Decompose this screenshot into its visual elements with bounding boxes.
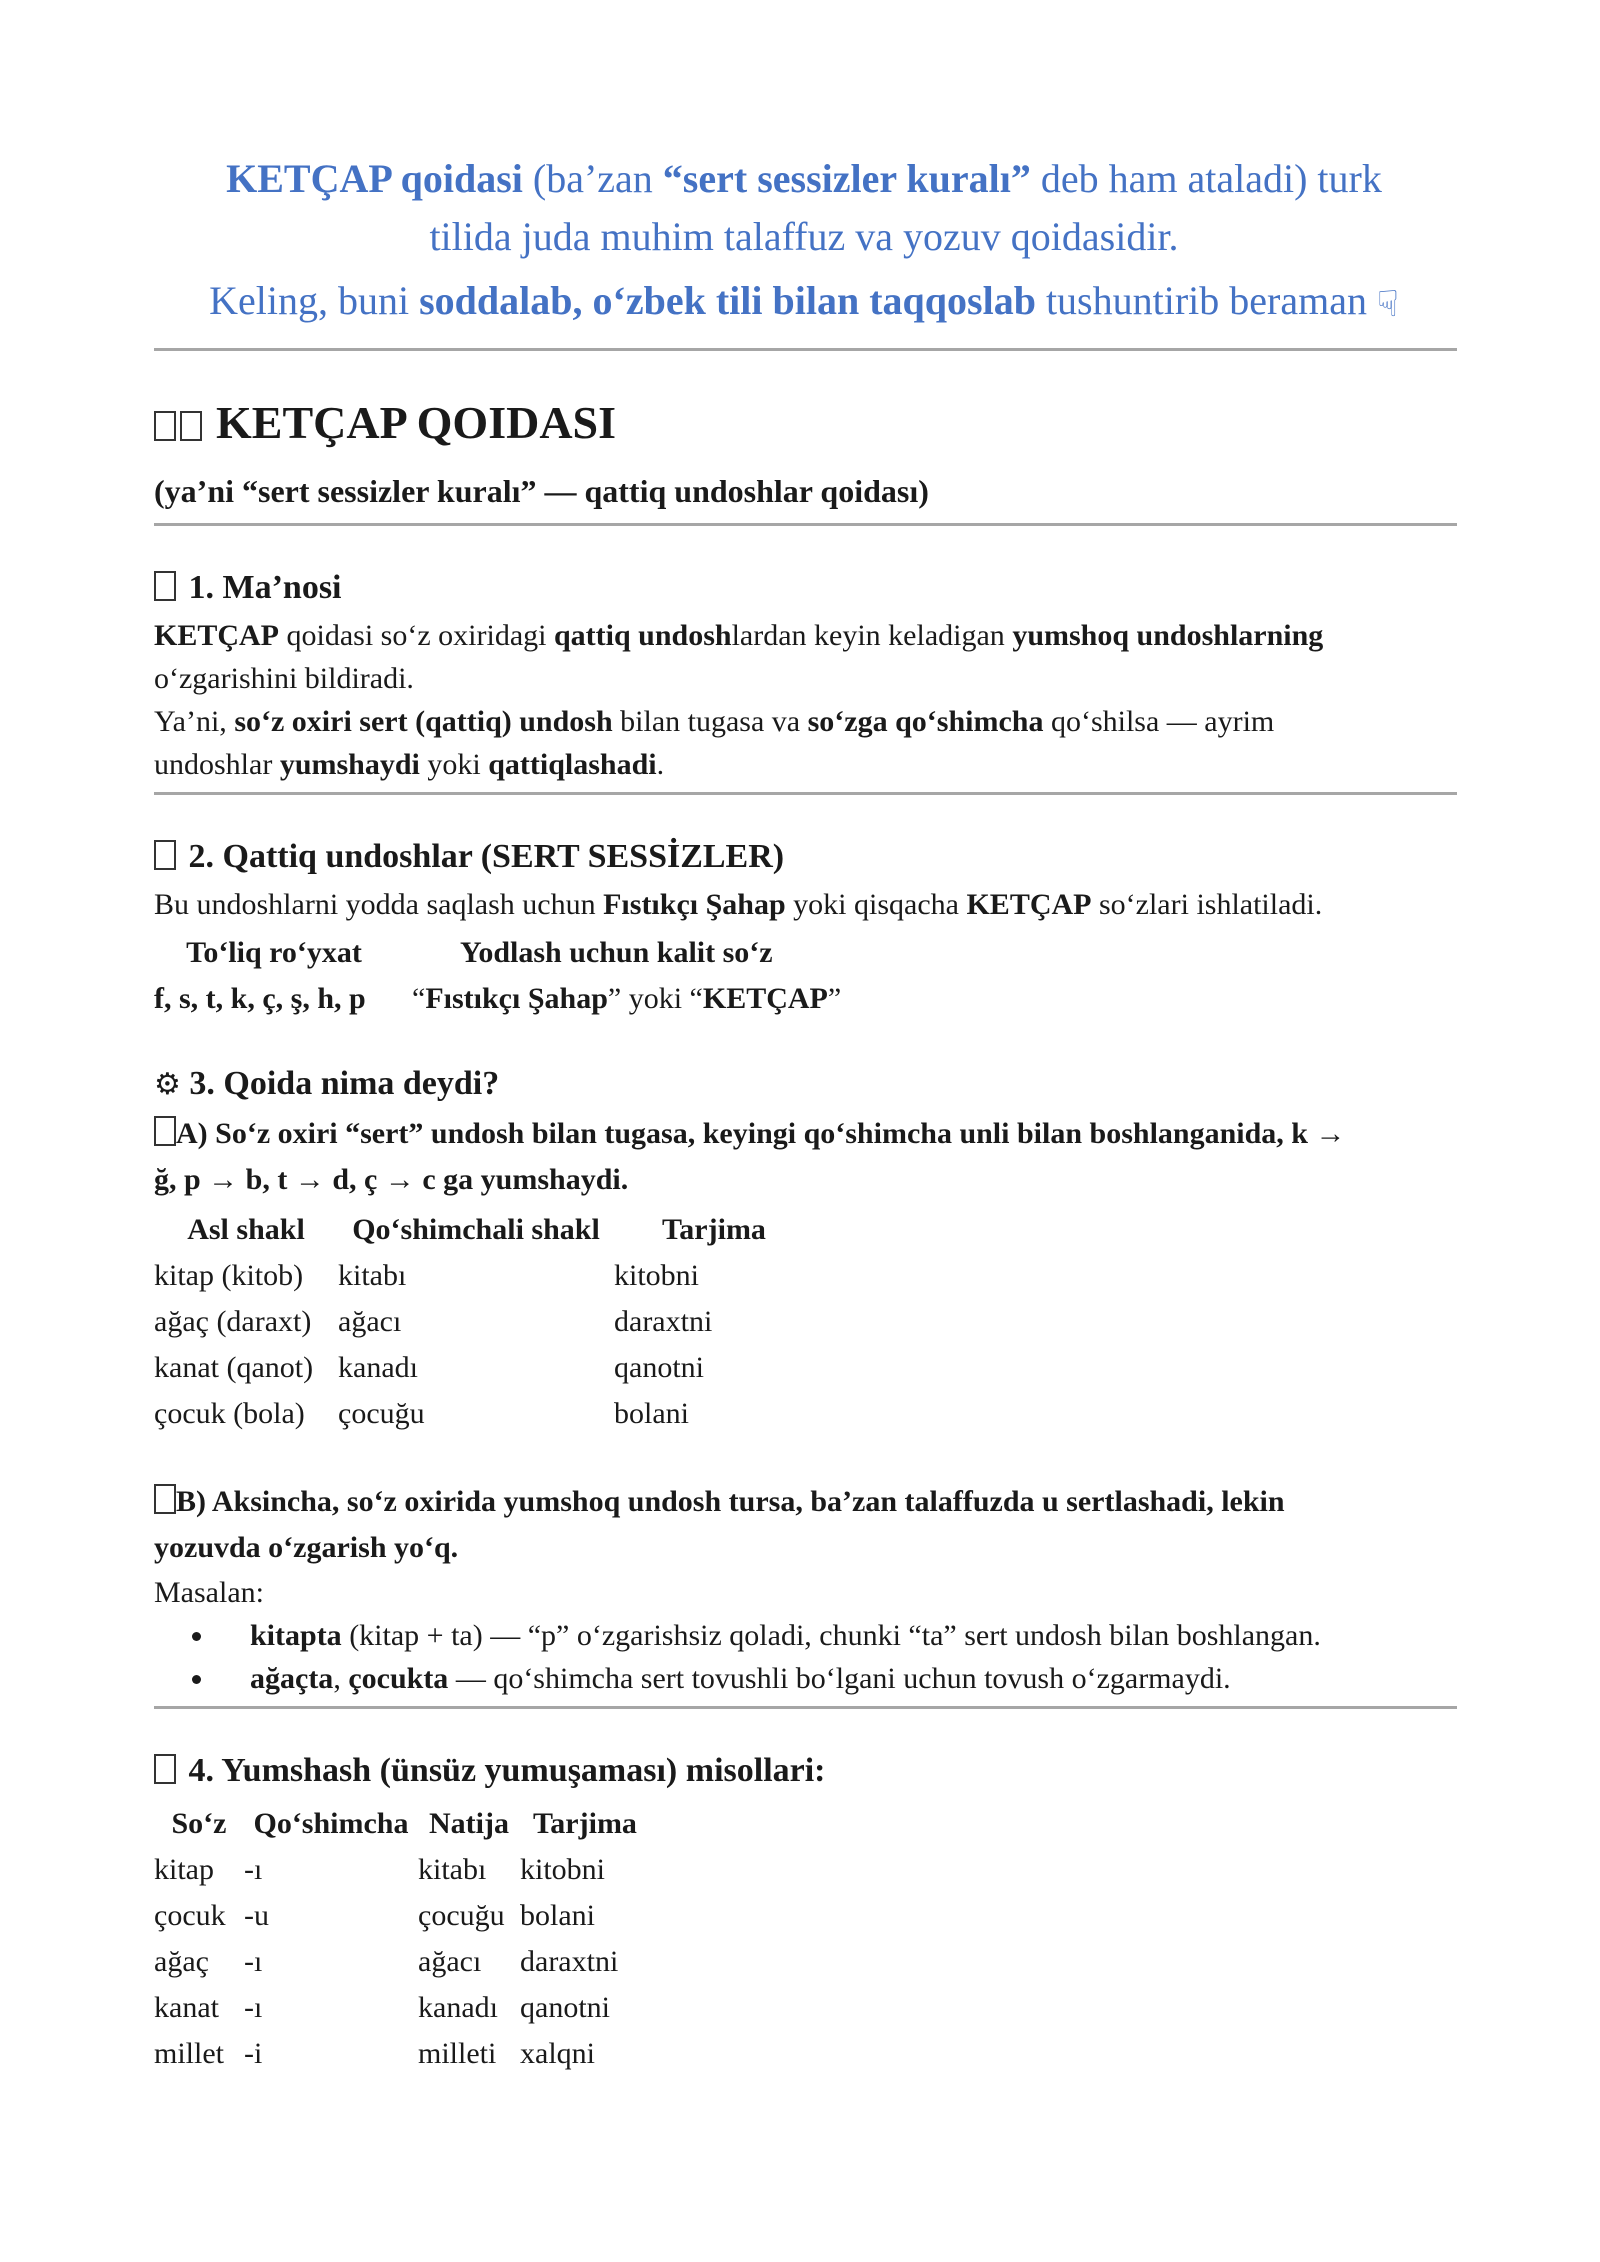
section-heading: [154, 564, 1454, 612]
bold-run: ağaçta: [250, 1662, 334, 1695]
intro-term: KETÇAP qoidasi: [226, 156, 523, 201]
table-cell: kanadı: [338, 1351, 418, 1384]
table-header: Natija: [429, 1807, 509, 1840]
section-heading: [154, 833, 1454, 881]
rule-b-text: B) Aksincha, so‘z oxirida yumshoq undosh tursa, ba’zan talaffuzda u sertlashadi, lekin: [176, 1485, 1285, 1518]
section-manosi: [154, 564, 1454, 786]
text-run: qo‘shilsa — ayrim: [1043, 705, 1275, 738]
table-cell: qanotni: [614, 1351, 704, 1384]
page-title: [154, 395, 1454, 451]
section-misollar: [154, 1747, 1454, 2077]
text-run: so‘zlari ishlatiladi.: [1091, 888, 1323, 921]
table-cell: ağaç: [154, 1945, 209, 1978]
table-header: Tarjima: [662, 1213, 766, 1246]
table-cell: çocuk: [154, 1899, 226, 1932]
text-run: ”: [827, 982, 842, 1015]
table-cell: daraxtni: [520, 1945, 619, 1978]
missing-glyph-icon: [154, 571, 176, 601]
rule-a: ğ, p → b, t → d, ç → c ga yumshaydi.: [154, 1163, 629, 1196]
table-header: Asl shakl: [187, 1213, 305, 1246]
bold-run: yumshoq undoshlarning: [1012, 619, 1324, 652]
table-cell: milleti: [418, 2037, 497, 2070]
text-run: — qo‘shimcha sert tovushli bo‘lgani uchun tovush o‘zgarmaydi.: [448, 1662, 1231, 1695]
rule-b: [154, 1479, 1454, 1525]
text-line: o‘zgarishini bildiradi.: [154, 662, 414, 695]
table-cell: kitobni: [520, 1853, 606, 1886]
rule-a: [154, 1111, 1454, 1157]
pointing-down-hand-icon: ☟: [1376, 284, 1399, 325]
table-cell: daraxtni: [614, 1305, 713, 1338]
table-cell: kitabı: [418, 1853, 487, 1886]
table-cell: ağaç (daraxt): [154, 1305, 312, 1338]
divider: [154, 1706, 1457, 1709]
table-cell: kitap: [154, 1853, 214, 1886]
bold-run: qattiq undosh: [553, 619, 732, 652]
table-header: Tarjima: [533, 1807, 637, 1840]
bold-run: yumshaydi: [279, 748, 420, 781]
table-cell: kanadı: [418, 1991, 498, 2024]
table-cell: kitabı: [338, 1259, 407, 1292]
page-subtitle: (ya’ni “sert sessizler kuralı” — qattiq undoshlar qoidası): [154, 473, 929, 509]
intro-emphasis: soddalab, o‘zbek tili bilan taqqoslab: [419, 278, 1036, 323]
table-cell: çocuğu: [338, 1397, 425, 1430]
text-run: (kitap + ta) — “p” o‘zgarishsiz qoladi, chunki “ta” sert undosh bilan boshlangan.: [341, 1619, 1321, 1652]
table-cell: [412, 976, 1060, 1022]
table-cell: -i: [244, 2037, 263, 2070]
rich-line: [154, 883, 1454, 926]
table-cell: millet: [154, 2037, 224, 2070]
bold-run: KETÇAP: [702, 982, 828, 1015]
text-run: lardan keyin keladigan: [731, 619, 1013, 652]
intro-line-3: [154, 272, 1454, 334]
list-item: [216, 1614, 1454, 1657]
intro-line-2: tilida juda muhim talaffuz va yozuv qoidasidir.: [429, 214, 1179, 259]
missing-glyph-icon: [154, 411, 176, 441]
table-cell: -ı: [244, 1945, 263, 1978]
intro-quote: “sert sessizler kuralı”: [662, 156, 1031, 201]
rule-b: yozuvda o‘zgarish yo‘q.: [154, 1531, 459, 1564]
list-item: [216, 1657, 1454, 1700]
bold-run: so‘z oxiri sert (qattiq) undosh: [234, 705, 613, 738]
table-header: So‘z: [171, 1807, 227, 1840]
table-header: Qo‘shimchali shakl: [352, 1213, 600, 1246]
table-cell: kanat (qanot): [154, 1351, 314, 1384]
table-cell: xalqni: [520, 2037, 595, 2070]
table-cell: f, s, t, k, ç, ş, h, p: [154, 982, 366, 1015]
bold-run: KETÇAP: [154, 619, 280, 652]
bold-run: çocukta: [348, 1662, 449, 1695]
example-label: Masalan:: [154, 1576, 264, 1609]
table-cell: çocuk (bola): [154, 1397, 305, 1430]
table-cell: ağacı: [338, 1305, 402, 1338]
table-cell: bolani: [520, 1899, 595, 1932]
missing-glyph-icon: [154, 840, 176, 870]
section-heading: [154, 1747, 1454, 1795]
table-cell: kitap (kitob): [154, 1259, 304, 1292]
intro-line-1: [154, 150, 1454, 208]
table-cell: -u: [244, 1899, 269, 1932]
table-header: Yodlash uchun kalit so‘z: [460, 936, 773, 969]
examples-table: [154, 1801, 1454, 2077]
text-run: “: [412, 982, 426, 1015]
text-run: ,: [333, 1662, 349, 1695]
divider: [154, 792, 1457, 795]
intro-paragraph: [154, 150, 1454, 334]
rich-line: [154, 614, 1454, 657]
document-page: [154, 150, 1454, 2077]
table-cell: kanat: [154, 1991, 219, 2024]
intro-text: (ba’zan: [522, 156, 663, 201]
section-qoida: [154, 1060, 1454, 1700]
missing-glyph-icon: [180, 411, 202, 441]
text-run: undoshlar: [154, 748, 280, 781]
missing-glyph-icon: [154, 1484, 176, 1514]
text-run: .: [656, 748, 665, 781]
text-run: bilan tugasa va: [612, 705, 808, 738]
intro-text: tushuntirib beraman: [1035, 278, 1367, 323]
bold-run: qattiqlashadi: [488, 748, 657, 781]
table-header: To‘liq ro‘yxat: [186, 936, 362, 969]
rich-line: [154, 700, 1454, 743]
table-cell: bolani: [614, 1397, 689, 1430]
text-run: yoki: [419, 748, 489, 781]
divider: [154, 348, 1457, 351]
bold-run: so‘zga qo‘shimcha: [807, 705, 1044, 738]
section-heading-text: 1. Ma’nosi: [188, 569, 342, 606]
text-run: Bu undoshlarni yodda saqlash uchun: [154, 888, 604, 921]
table-cell: ağacı: [418, 1945, 482, 1978]
text-run: Ya’ni,: [154, 705, 235, 738]
table-cell: -ı: [244, 1853, 263, 1886]
consonant-table: [154, 930, 1454, 1022]
example-list: [154, 1614, 1454, 1700]
missing-glyph-icon: [154, 1754, 176, 1784]
missing-glyph-icon: [154, 1116, 176, 1146]
rich-line: [154, 743, 1454, 786]
section-heading: [154, 1060, 1454, 1109]
divider: [154, 523, 1457, 526]
section-qattiq-undoshlar: [154, 833, 1454, 1022]
bold-run: KETÇAP: [966, 888, 1092, 921]
text-run: qoidasi so‘z oxiridagi: [279, 619, 554, 652]
bold-run: kitapta: [250, 1619, 342, 1652]
softening-table: [154, 1207, 1454, 1437]
page-title-text: KETÇAP QOIDASI: [216, 397, 617, 448]
section-heading-text: 3. Qoida nima deydi?: [189, 1065, 500, 1102]
table-cell: qanotni: [520, 1991, 610, 2024]
table-cell: -ı: [244, 1991, 263, 2024]
text-run: yoki qisqacha: [785, 888, 967, 921]
table-cell: kitobni: [614, 1259, 700, 1292]
table-cell: çocuğu: [418, 1899, 505, 1932]
gear-icon: ⚙: [154, 1067, 181, 1102]
text-run: ” yoki “: [607, 982, 703, 1015]
section-heading-text: 2. Qattiq undoshlar (SERT SESSİZLER): [188, 838, 785, 875]
intro-text: deb ham ataladi) turk: [1030, 156, 1382, 201]
bold-run: Fıstıkçı Şahap: [603, 888, 786, 921]
bold-run: Fıstıkçı Şahap: [425, 982, 608, 1015]
rule-a-text: A) So‘z oxiri “sert” undosh bilan tugasa, keyingi qo‘shimcha unli bilan boshlanganida, k →: [176, 1117, 1346, 1150]
section-heading-text: 4. Yumshash (ünsüz yumuşaması) misollari:: [188, 1752, 826, 1789]
table-header: Qo‘shimcha: [253, 1807, 409, 1840]
intro-text: Keling, buni: [209, 278, 420, 323]
